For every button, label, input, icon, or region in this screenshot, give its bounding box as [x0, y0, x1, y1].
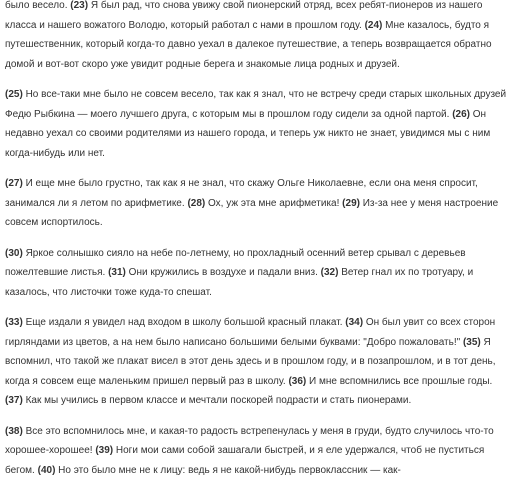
- sentence-number: (30): [5, 247, 23, 259]
- sentence-text: Он недавно уехал со своими родителями из нашего города, и теперь уж никто не знает, увидимся мы с ним когда-нибудь или нет.: [5, 108, 491, 159]
- sentence-text: Но это было мне не к лицу: ведь я не какой-нибудь первоклассник — как-: [55, 464, 401, 476]
- sentence-number: (29): [342, 197, 360, 209]
- sentence-text: Ох, уж эта мне арифметика!: [205, 197, 343, 209]
- sentence-number: (24): [364, 19, 383, 31]
- sentence-number: (39): [95, 445, 114, 456]
- sentence-number: (27): [5, 178, 23, 189]
- sentence-number: (40): [37, 464, 56, 476]
- sentence-text: Все это вспомнилось мне, и какая-то радость встрепенулась у меня в груди, будто случилось что-то хорошее-хорошее!: [5, 425, 494, 456]
- paragraph: [5, 0, 510, 74]
- sentence-text: Ветер гнал их по тротуару, и казалось, что листочки тоже куда-то спешат.: [5, 267, 474, 298]
- sentence-text: Яркое солнышко сияло на небе по-летнему, но прохладный осенний ветер срывал с деревьев пожелтевшие листья.: [5, 247, 466, 278]
- sentence-text: Он был увит со всех сторон гирляндами из цветов, а на нем было написано большими белыми буквами: "Добро пожаловать!": [5, 317, 496, 348]
- sentence-text: Я вспомнил, что такой же плакат висел в этот день здесь и в прошлом году, и в позапрошлом, и в тот день, когда я совсем еще маленьким пришел первый раз в школу.: [5, 336, 496, 387]
- sentence-text: Мне казалось, будто я путешественник, который когда-то давно уехал в далекое путешествие, а теперь возвращается обратно домой и вот-вот скоро уже увидит родные берега и знакомые лица родных и друзей.: [5, 19, 492, 70]
- sentence-number: (23): [70, 0, 89, 11]
- sentence-number: (36): [288, 375, 307, 387]
- sentence-text: И мне вспомнились все прошлые годы.: [306, 375, 493, 387]
- paragraph: [5, 313, 510, 411]
- sentence-number: (33): [5, 317, 23, 328]
- sentence-number: (31): [108, 267, 126, 278]
- sentence-text: Из-за нее у меня настроение совсем испортилось.: [5, 197, 499, 228]
- sentence-text: Как мы учились в первом классе и мечтали поскорей подрасти и стать пионерами.: [22, 395, 412, 406]
- sentence-text: Я был рад, что снова увижу свой пионерский отряд, всех ребят-пионеров из нашего класса и нашего вожатого Володю, который работал с нами в прошлом году.: [5, 0, 483, 31]
- sentence-number: (32): [320, 267, 339, 278]
- sentence-text: Они кружились в воздухе и падали вниз.: [125, 267, 321, 278]
- sentence-number: (38): [5, 425, 23, 437]
- document-text: [5, 0, 510, 491]
- sentence-text: Но все-таки мне было не совсем весело, так как я знал, что не встречу среди старых школьных друзей Федю Рыбкина — моего лучшего друга, с которым мы в прошлом году сидели за одной партой.: [5, 89, 507, 120]
- sentence-text: Ноги мои сами собой зашагали быстрей, и я еле удержался, чтоб не пуститься бегом.: [5, 445, 485, 476]
- sentence-number: (34): [345, 317, 364, 328]
- paragraph: [5, 422, 510, 481]
- paragraph: [5, 244, 510, 303]
- sentence-text: И еще мне было грустно, так как я не знал, что скажу Ольге Николаевне, если она меня спросит, занимался ли я летом по арифметике.: [5, 178, 478, 209]
- paragraph: [5, 85, 510, 163]
- sentence-text: Еще издали я увидел над входом в школу большой красный плакат.: [22, 317, 346, 328]
- paragraph: [5, 174, 510, 233]
- sentence-number: (26): [452, 108, 470, 120]
- sentence-number: (35): [462, 336, 481, 348]
- sentence-number: (37): [5, 395, 23, 406]
- sentence-number: (25): [5, 89, 23, 100]
- sentence-number: (28): [187, 197, 206, 209]
- sentence-text: было весело.: [5, 0, 71, 11]
